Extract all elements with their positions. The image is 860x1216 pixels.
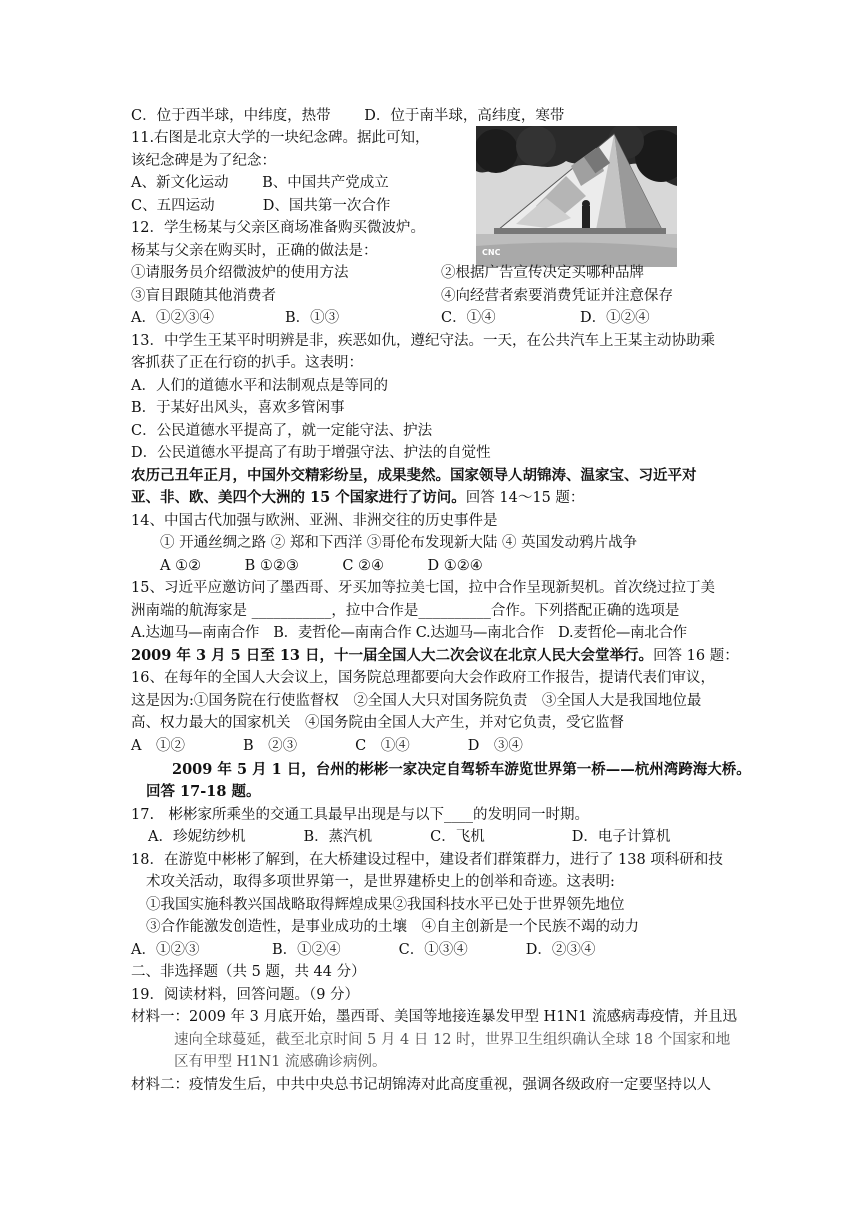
- monument-image-icon: [476, 126, 677, 267]
- q13-option-c: C．公民道德水平提高了，就一定能守法、护法: [131, 423, 433, 439]
- q12-option-c: C．①④: [441, 310, 496, 326]
- q12-option-b: B．①③: [285, 310, 340, 326]
- q11-stem-cont: 该纪念碑是为了纪念：: [131, 153, 276, 169]
- material-diplomacy-cont: 亚、非、欧、美四个大洲的 15 个国家进行了访问。回答 14～15 题：: [131, 489, 585, 506]
- q13-option-d: D．公民道德水平提高了有助于增强守法、护法的自觉性: [131, 445, 491, 461]
- q14-stem: 14、中国古代加强与欧洲、亚洲、非洲交往的历史事件是: [131, 513, 498, 529]
- q13-stem-cont: 客抓获了正在行窃的扒手。这表明：: [131, 355, 363, 371]
- q12-item-1: ①请服务员介绍微波炉的使用方法: [131, 265, 349, 281]
- q19-material-1-cont2: 区有甲型 H1N1 流感确诊病例。: [174, 1054, 387, 1070]
- q17-stem: 17. 彬彬家所乘坐的交通工具最早出现是与以下____的发明同一时期。: [131, 807, 590, 823]
- q16-stem-cont2: 高、权力最大的国家机关 ④国务院由全国人大产生，并对它负责，受它监督: [131, 715, 624, 731]
- q12-item-2: ②根据广告宣传决定买哪种品牌: [441, 265, 644, 281]
- q18-options: A．①②③ B．①②④ C．①③④ D．②③④: [131, 942, 596, 958]
- material-diplomacy: 农历己丑年正月，中国外交精彩纷呈，成果斐然。国家领导人胡锦涛、温家宝、习近平对: [131, 467, 697, 484]
- q18-items-12: ①我国实施科教兴国战略取得辉煌成果②我国科技水平已处于世界领先地位: [146, 897, 625, 913]
- material-bridge: 2009 年 5 月 1 日，台州的彬彬一家决定自驾轿车游览世界第一桥——杭州湾跨海大桥。: [172, 761, 751, 778]
- q14-options: A ①② B ①②③ C ②④ D ①②④: [160, 558, 483, 574]
- q15-stem-cont: 洲南端的航海家是 ___________，拉中合作是__________合作。下列搭配正确的选项是: [131, 603, 680, 619]
- q12-item-4: ④向经营者索要消费凭证并注意保存: [441, 288, 673, 304]
- q13-stem: 13．中学生王某平时明辨是非，疾恶如仇，遵纪守法。一天，在公共汽车上王某主动协助乘: [131, 333, 715, 349]
- q16-stem: 16、在每年的全国人大会议上，国务院总理都要向大会作政府工作报告，提请代表们审议，: [131, 670, 715, 686]
- q19-material-1-cont: 速向全球蔓延，截至北京时间 5 月 4 日 12 时，世界卫生组织确认全球 18 个国家和地: [174, 1032, 731, 1048]
- q11-stem: 11.右图是北京大学的一块纪念碑。据此可知，: [131, 130, 430, 146]
- q15-options: A.达迦马—南南合作 B．麦哲伦—南南合作 C.达迦马—南北合作 D.麦哲伦—南北合作: [131, 625, 687, 641]
- q13-option-b: B．于某好出风头，喜欢多管闲事: [131, 400, 345, 416]
- q17-options: A．珍妮纺纱机 B．蒸汽机 C．飞机 D．电子计算机: [148, 829, 671, 845]
- q12-stem-cont: 杨某与父亲在购买时，正确的做法是：: [131, 243, 378, 259]
- section-two-heading: 二、非选择题（共 5 题，共 44 分）: [131, 964, 366, 980]
- q18-items-34: ③合作能激发创造性，是事业成功的土壤 ④自主创新是一个民族不竭的动力: [146, 919, 639, 935]
- q16-options: A ①② B ②③ C ①④ D ③④: [131, 738, 523, 754]
- q16-stem-cont: 这是因为:①国务院在行使监督权 ②全国人大只对国务院负责 ③全国人大是我国地位最: [131, 693, 702, 709]
- q13-option-a: A．人们的道德水平和法制观点是等同的: [131, 378, 388, 394]
- q12-option-d: D．①②④: [580, 310, 650, 326]
- q18-stem-cont: 术攻关活动，取得多项世界第一，是世界建桥史上的创举和奇迹。这表明:: [146, 874, 615, 890]
- monument-photo: [476, 126, 677, 267]
- material-bridge-cont: 回答 17-18 题。: [146, 783, 261, 800]
- q11-options-cd: C、五四运动 D、国共第一次合作: [131, 198, 391, 214]
- q12-option-a: A．①②③④: [131, 310, 214, 326]
- svg-text:CNC: CNC: [482, 248, 501, 257]
- q15-stem: 15、习近平应邀访问了墨西哥、牙买加等拉美七国，拉中合作呈现新契机。首次绕过拉丁美: [131, 580, 715, 596]
- q18-stem: 18．在游览中彬彬了解到，在大桥建设过程中，建设者们群策群力，进行了 138 项科研和技: [131, 852, 723, 868]
- q11-options-ab: A、新文化运动 B、中国共产党成立: [131, 175, 389, 191]
- q19-material-1: 材料一：2009 年 3 月底开始，墨西哥、美国等地接连暴发甲型 H1N1 流感病毒疫情，并且迅: [131, 1009, 737, 1025]
- q19-stem: 19．阅读材料，回答问题。（9 分）: [131, 987, 360, 1003]
- q14-items: ① 开通丝绸之路 ② 郑和下西洋 ③哥伦布发现新大陆 ④ 英国发动鸦片战争: [160, 535, 638, 551]
- material-npc: 2009 年 3 月 5 日至 13 日，十一届全国人大二次会议在北京人民大会堂举行。回答 16 题：: [131, 647, 739, 664]
- q12-stem: 12．学生杨某与父亲区商场准备购买微波炉。: [131, 220, 425, 236]
- q10-option-cd: C．位于西半球，中纬度，热带 D．位于南半球，高纬度，寒带: [131, 108, 565, 124]
- q19-material-2: 材料二：疫情发生后，中共中央总书记胡锦涛对此高度重视，强调各级政府一定要坚持以人: [131, 1077, 711, 1093]
- q12-item-3: ③盲目跟随其他消费者: [131, 288, 276, 304]
